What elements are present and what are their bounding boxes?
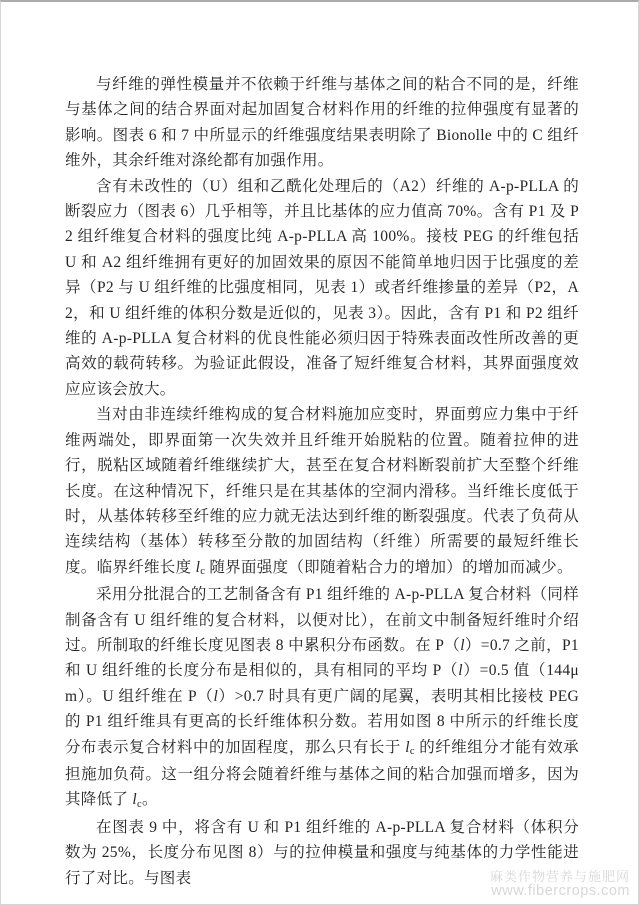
paragraph-5: 在图表 9 中，将含有 U 和 P1 组纤维的 A-p-PLLA 复合材料（体积分数为 25%，长度分布见图 8）与的拉伸模量和强度与纯基体的力学性能进行了对比。与图表	[65, 818, 579, 887]
paragraph-2: 含有未改性的（U）组和乙酰化处理后的（A2）纤维的 A-p-PLLA 的断裂应力（图表 6）几乎相等，并且比基体的应力值高 70%。含有 P1 及 P2 组纤维复合材料的强度比纯 A-p-PLLA 高 100%。接枝 PEG 的纤维包括 U 和 A2 组纤维拥有更好的加固效果的原因不能简单地归因于比强度的差异（P2 与 U 组纤维的比强度相同，见表 1）或者纤维掺量的差异（P2，A2，和 U 组纤维的体积分数是近似的，见表 3）。因此，含有 P1 和 P2 组纤维的 A-p-PLLA 复合材料的优良性能必须归因于特殊表面改性所改善的更高效的载荷转移。为验证此假设，准备了短纤维复合材料，其界面强度效应应该会放大。	[65, 177, 579, 398]
watermark-site-url: www.fibercrops.com	[491, 883, 630, 899]
watermark	[490, 870, 630, 899]
document-body	[65, 72, 579, 891]
paragraph-4: 采用分批混合的工艺制备含有 P1 组纤维的 A-p-PLLA 复合材料（同样制备含有 U 组纤维的复合材料，以便对比），在前文中制备短纤维时介绍过。所制取的纤维长度见图表 8 中累积分布函数。在 P（l）=0.7 之前，P1 和 U 组纤维的长度分布是相似的，具有相同的平均 P（l）=0.5 值（144μm）。U 组纤维在 P（l）>0.7 时具有更广阔的尾翼，表明其相比接枝 PEG 的 P1 组纤维具有更高的长纤维体积分数。若用如图 8 中所示的纤维长度分布表示复合材料中的加固程度，那么只有长于 $l_c$ 的纤维组分才能有效承担施加负荷。这一组分将会随着纤维与基体之间的粘合加强而增多，因为其降低了 $l_c$。	[65, 586, 579, 810]
paragraph-1: 与纤维的弹性模量并不依赖于纤维与基体之间的粘合不同的是，纤维与基体之间的结合界面对起加固复合材料作用的纤维的拉伸强度有显著的影响。图表 6 和 7 中所显示的纤维强度结果表明除了 Bionolle 中的 C 组纤维外，其余纤维对涤纶都有加强作用。	[65, 76, 579, 170]
watermark-site-name: 麻类作物营养与施肥网	[489, 869, 630, 884]
paragraph-3: 当对由非连续纤维构成的复合材料施加应变时，界面剪应力集中于纤维两端处，即界面第一次失效并且纤维开始脱粘的位置。随着拉伸的进行，脱粘区域随着纤维继续扩大，甚至在复合材料断裂前扩大至整个纤维长度。在这种情况下，纤维只是在其基体的空洞内滑移。当纤维长度低于时，从基体转移至纤维的应力就无法达到纤维的断裂强度。代表了负荷从连续结构（基体）转移至分散的加固结构（纤维）所需要的最短纤维长度。临界纤维长度 $l_c$ 随界面强度（即随着粘合力的增加）的增加而减少。	[65, 406, 579, 578]
